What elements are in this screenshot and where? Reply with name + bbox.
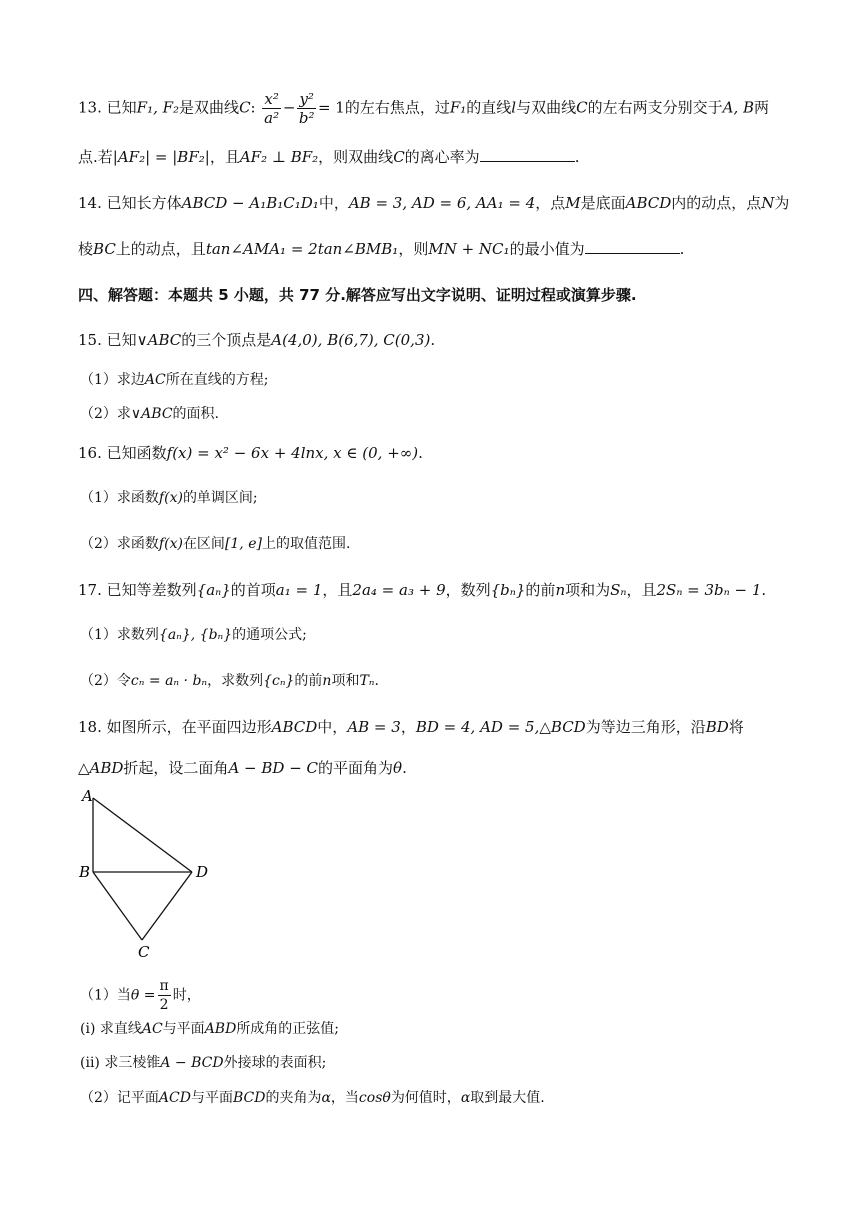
q18-line1 bbox=[78, 716, 808, 738]
text: 的夹角为 bbox=[265, 1090, 322, 1106]
math: C bbox=[576, 98, 588, 117]
text: （2）求 bbox=[80, 406, 131, 422]
math: tan∠AMA₁ = 2tan∠BMB₁ bbox=[205, 240, 399, 258]
math: AC bbox=[144, 372, 166, 388]
math: AB = 3 bbox=[347, 718, 401, 736]
text: 是底面 bbox=[580, 194, 626, 212]
text: ，求数列 bbox=[207, 673, 264, 689]
text: . bbox=[402, 759, 407, 777]
text: 两 bbox=[754, 98, 770, 117]
math: α bbox=[460, 1090, 471, 1106]
text: 已知函数 bbox=[106, 444, 167, 462]
math: △BCD bbox=[539, 718, 586, 736]
text: 是双曲线 bbox=[179, 98, 240, 117]
text: 的前 bbox=[525, 581, 556, 599]
text: 的首项 bbox=[230, 581, 276, 599]
label-D: D bbox=[196, 863, 209, 881]
math: cosθ bbox=[358, 1090, 391, 1106]
math: AC bbox=[141, 1021, 163, 1037]
text: 点.若 bbox=[78, 148, 113, 166]
answer-blank bbox=[585, 239, 680, 254]
math: ABCD bbox=[625, 194, 672, 212]
text: （2）求函数 bbox=[80, 536, 159, 552]
q18-part1-i bbox=[80, 1018, 808, 1040]
math: BCD bbox=[232, 1090, 266, 1106]
fraction-x2-a2 bbox=[262, 90, 280, 127]
text: （1）求边 bbox=[80, 372, 145, 388]
q16-part2 bbox=[80, 533, 808, 555]
fraction-pi-2 bbox=[158, 977, 171, 1014]
q18-line2 bbox=[78, 757, 808, 779]
text: 项和 bbox=[331, 673, 360, 689]
text: ，且 bbox=[626, 581, 657, 599]
text: 的面积. bbox=[172, 406, 219, 422]
question-number: 17. bbox=[78, 581, 102, 599]
label-A: A bbox=[82, 787, 93, 805]
text: : bbox=[250, 98, 256, 117]
fraction-y2-b2 bbox=[297, 90, 316, 127]
text: （1）求函数 bbox=[80, 490, 159, 506]
text: 的左右两支分别交于 bbox=[587, 98, 723, 117]
text: 与双曲线 bbox=[516, 98, 577, 117]
denominator: 2 bbox=[159, 997, 169, 1013]
text: . bbox=[430, 331, 436, 349]
text: 已知 bbox=[106, 98, 137, 117]
edge-BC bbox=[93, 872, 142, 940]
answer-blank bbox=[480, 147, 575, 162]
math: f(x) = x² − 6x + 4lnx, x ∈ (0, +∞) bbox=[166, 444, 419, 462]
label-C: C bbox=[138, 943, 150, 961]
text: 的离心率为 bbox=[404, 148, 480, 166]
math: ABCD bbox=[271, 718, 318, 736]
text: ，且 bbox=[209, 148, 240, 166]
text: 的最小值为 bbox=[509, 240, 585, 258]
math: Tₙ bbox=[359, 673, 375, 689]
question-number: 15. bbox=[78, 331, 102, 349]
math: − bbox=[282, 98, 296, 117]
denominator: a² bbox=[264, 109, 280, 127]
q15-part1 bbox=[80, 369, 808, 391]
math: F₁, F₂ bbox=[136, 98, 180, 117]
math: n bbox=[555, 581, 566, 599]
text: 为何值时， bbox=[390, 1090, 461, 1106]
text: 折起，设二面角 bbox=[123, 759, 229, 777]
math: cₙ = aₙ · bₙ bbox=[130, 673, 208, 689]
text: 棱 bbox=[78, 240, 94, 258]
math: A − BCD bbox=[160, 1055, 224, 1071]
text: ， bbox=[400, 718, 416, 736]
math: ∨ABC bbox=[130, 406, 173, 422]
text: ，当 bbox=[330, 1090, 359, 1106]
text: 所成角的正弦值; bbox=[236, 1021, 340, 1037]
text: . bbox=[761, 581, 767, 599]
text: （2）令 bbox=[80, 673, 131, 689]
text: 的单调区间; bbox=[182, 490, 258, 506]
text: 已知等差数列 bbox=[106, 581, 197, 599]
edge-CD bbox=[142, 872, 192, 940]
text: 的通项公式; bbox=[232, 627, 307, 643]
math: {cₙ} bbox=[263, 673, 295, 689]
math: ABD bbox=[204, 1021, 237, 1037]
math: α bbox=[321, 1090, 331, 1106]
text: 已知长方体 bbox=[106, 194, 182, 212]
numerator: x² bbox=[264, 90, 279, 108]
math: MN + NC₁ bbox=[428, 240, 510, 258]
math: a₁ = 1 bbox=[275, 581, 323, 599]
math: θ = bbox=[130, 987, 156, 1004]
text: 取到最大值. bbox=[470, 1090, 545, 1106]
numerator: y² bbox=[299, 90, 314, 108]
q16-stem bbox=[78, 442, 808, 464]
q18-part2 bbox=[80, 1087, 808, 1109]
text: ，则 bbox=[398, 240, 429, 258]
math: A, B bbox=[722, 98, 755, 117]
text: 的前 bbox=[294, 673, 323, 689]
question-number: 14. bbox=[78, 194, 102, 212]
text: 与平面 bbox=[190, 1090, 233, 1106]
math: A(4,0), B(6,7), C(0,3) bbox=[271, 331, 431, 349]
question-number: 16. bbox=[78, 444, 102, 462]
math: C bbox=[393, 148, 405, 166]
math: ABCD − A₁B₁C₁D₁ bbox=[181, 194, 319, 212]
math: f(x) bbox=[158, 536, 183, 552]
math: ∨ABC bbox=[136, 331, 182, 349]
text: 为等边三角形，沿 bbox=[585, 718, 706, 736]
q13-line1 bbox=[78, 90, 808, 127]
numerator: π bbox=[159, 978, 169, 994]
text: 的三个顶点是 bbox=[181, 331, 272, 349]
text: 如图所示，在平面四边形 bbox=[106, 718, 272, 736]
math: 2Sₙ = 3bₙ − 1 bbox=[656, 581, 762, 599]
text: (ii) 求三棱锥 bbox=[80, 1055, 161, 1071]
math: M bbox=[565, 194, 581, 212]
math: f(x) bbox=[158, 490, 183, 506]
text: 中， bbox=[318, 194, 349, 212]
math: AB = 3, AD = 6, AA₁ = 4 bbox=[348, 194, 536, 212]
math: C bbox=[239, 98, 251, 117]
quadrilateral-figure bbox=[70, 780, 230, 965]
text: ，且 bbox=[322, 581, 353, 599]
math: l bbox=[511, 98, 517, 117]
math: F₁ bbox=[449, 98, 467, 117]
math: = 1 bbox=[317, 98, 345, 117]
text: 中， bbox=[317, 718, 348, 736]
math: AF₂ ⊥ BF₂ bbox=[239, 148, 319, 166]
text: . bbox=[374, 673, 379, 689]
text: 所在直线的方程; bbox=[165, 372, 269, 388]
q18-part1-ii bbox=[80, 1052, 808, 1074]
math: θ bbox=[393, 759, 403, 777]
math: A − BD − C bbox=[228, 759, 319, 777]
text: 上的取值范围. bbox=[261, 536, 351, 552]
math: BD bbox=[705, 718, 729, 736]
denominator: b² bbox=[298, 109, 315, 127]
math: {aₙ} bbox=[196, 581, 231, 599]
text: . bbox=[574, 148, 580, 166]
q17-part2 bbox=[80, 670, 808, 692]
math: Sₙ bbox=[610, 581, 627, 599]
question-number: 13. bbox=[78, 98, 102, 117]
text: 的直线 bbox=[466, 98, 512, 117]
math: BC bbox=[93, 240, 116, 258]
math: △ABD bbox=[78, 759, 124, 777]
math: |AF₂| = |BF₂| bbox=[112, 148, 210, 166]
math: {aₙ}, {bₙ} bbox=[158, 627, 233, 643]
text: 的平面角为 bbox=[318, 759, 394, 777]
text: . bbox=[418, 444, 423, 462]
text: 内的动点，点 bbox=[671, 194, 762, 212]
q16-part1 bbox=[80, 487, 808, 509]
text: ，则双曲线 bbox=[318, 148, 394, 166]
q17-stem bbox=[78, 579, 808, 601]
math: BD = 4, AD = 5, bbox=[415, 718, 540, 736]
text: 已知 bbox=[106, 331, 137, 349]
question-number: 18. bbox=[78, 718, 102, 736]
text: . bbox=[679, 240, 685, 258]
text: 时， bbox=[172, 987, 201, 1004]
text: 上的动点，且 bbox=[115, 240, 206, 258]
text: ，数列 bbox=[445, 581, 491, 599]
text: （1）当 bbox=[80, 987, 131, 1004]
text: 项和为 bbox=[565, 581, 611, 599]
math: 2a₄ = a₃ + 9 bbox=[352, 581, 446, 599]
q17-part1 bbox=[80, 624, 808, 646]
q15-stem bbox=[78, 329, 808, 351]
text: 在区间 bbox=[182, 536, 225, 552]
math: n bbox=[322, 673, 332, 689]
text: （2）记平面 bbox=[80, 1090, 159, 1106]
q14-line1 bbox=[78, 192, 808, 214]
edge-AD bbox=[93, 798, 192, 872]
text: 为 bbox=[774, 194, 790, 212]
text: 与平面 bbox=[162, 1021, 205, 1037]
section-heading: 四、解答题：本题共 5 小题，共 77 分.解答应写出文字说明、证明过程或演算步骤. bbox=[78, 286, 637, 304]
math: [1, e] bbox=[224, 536, 262, 552]
math: {bₙ} bbox=[490, 581, 526, 599]
q15-part2 bbox=[80, 403, 808, 425]
math: N bbox=[761, 194, 775, 212]
text: 外接球的表面积; bbox=[223, 1055, 327, 1071]
text: (i) 求直线 bbox=[80, 1021, 142, 1037]
q14-line2 bbox=[78, 238, 808, 260]
q18-part1 bbox=[80, 977, 808, 1014]
q13-line2 bbox=[78, 146, 808, 168]
label-B: B bbox=[79, 863, 91, 881]
text: 将 bbox=[728, 718, 744, 736]
text: （1）求数列 bbox=[80, 627, 159, 643]
math: ACD bbox=[158, 1090, 191, 1106]
text: 的左右焦点，过 bbox=[344, 98, 450, 117]
text: ，点 bbox=[535, 194, 566, 212]
